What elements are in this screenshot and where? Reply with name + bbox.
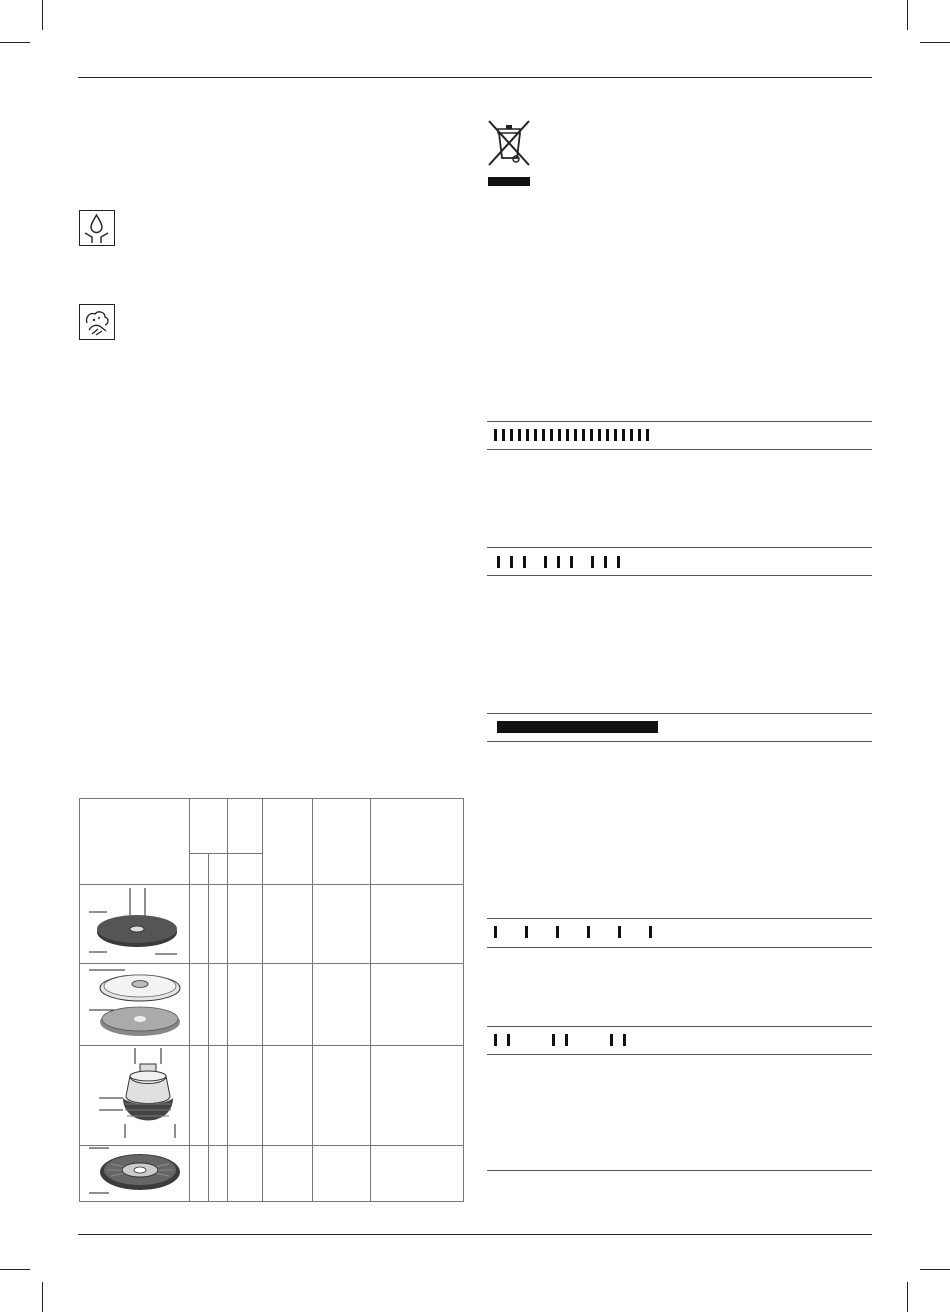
redaction-bar [606, 429, 609, 441]
section-rule [487, 1026, 872, 1027]
header-rule [78, 77, 872, 78]
redacted-heading [494, 1034, 626, 1046]
redaction-bar [526, 429, 529, 441]
hand-cleaning-icon [79, 304, 115, 340]
table-cell [371, 964, 464, 1046]
section-rule [487, 1170, 872, 1171]
table-cell [263, 1146, 313, 1202]
table-row [80, 1146, 464, 1202]
redaction-bar [566, 429, 569, 441]
table-cell [263, 885, 313, 964]
redacted-heading [494, 429, 649, 441]
table-cell [371, 1046, 464, 1146]
section-rule [487, 449, 872, 450]
table-cell [209, 1146, 228, 1202]
redaction-bar [638, 429, 641, 441]
redaction-bar [582, 429, 585, 441]
table-cell [263, 964, 313, 1046]
table-cell [263, 1046, 313, 1146]
redaction-bar [510, 429, 513, 441]
redaction-bar [622, 429, 625, 441]
crop-mark [907, 0, 908, 30]
redaction-bar [558, 429, 561, 441]
section-rule [487, 421, 872, 422]
table-header-cell [371, 799, 464, 885]
footer-rule [78, 1234, 872, 1235]
redaction-bar [518, 429, 521, 441]
table-header-cell [190, 854, 209, 885]
backing-pad-disc-illustration [80, 885, 190, 964]
table-cell [190, 964, 209, 1046]
wire-wheel-brush-illustration [80, 1146, 190, 1202]
table-header-cell [80, 799, 190, 885]
table-header-cell [263, 799, 313, 885]
table-header-cell [209, 854, 228, 885]
redacted-heading [497, 556, 620, 568]
table-row [80, 1046, 464, 1146]
section-rule [487, 1054, 872, 1055]
section-rule [487, 575, 872, 576]
crop-mark [0, 1269, 30, 1270]
table-cell [228, 885, 263, 964]
crop-mark [42, 0, 43, 30]
table-cell [371, 1146, 464, 1202]
section-rule [487, 741, 872, 742]
redacted-heading [497, 721, 658, 733]
redaction-bar [550, 429, 553, 441]
wire-cup-brush-illustration [80, 1046, 190, 1146]
redaction-bar [590, 429, 593, 441]
table-header-cell [228, 799, 263, 854]
section-rule [487, 547, 872, 548]
table-cell [190, 1046, 209, 1146]
table-cell [313, 1046, 371, 1146]
section-rule [487, 918, 872, 919]
section-rule [487, 713, 872, 714]
table-cell [313, 885, 371, 964]
table-cell [209, 964, 228, 1046]
table-cell [371, 885, 464, 964]
table-cell [228, 1146, 263, 1202]
table-row [80, 885, 464, 964]
redaction-bar [542, 429, 545, 441]
redaction-bar [534, 429, 537, 441]
table-cell [228, 964, 263, 1046]
crossed-out-wheelie-bin-icon [486, 118, 532, 190]
table-cell [313, 1146, 371, 1202]
table-cell [190, 1146, 209, 1202]
crop-mark [920, 1269, 950, 1270]
redaction-bar [646, 429, 649, 441]
table-cell [228, 1046, 263, 1146]
crop-mark [42, 1282, 43, 1312]
table-header-cell [228, 854, 263, 885]
redacted-heading [494, 926, 652, 938]
table-cell [313, 964, 371, 1046]
redaction-bar [598, 429, 601, 441]
water-drop-icon [79, 210, 115, 246]
crop-mark [907, 1282, 908, 1312]
table-header-cell [190, 799, 228, 854]
redaction-bar [630, 429, 633, 441]
table-cell [209, 885, 228, 964]
flap-disc-illustration [80, 964, 190, 1046]
crop-mark [0, 42, 30, 43]
table-cell [209, 1046, 228, 1146]
redaction-bar [574, 429, 577, 441]
table-cell [190, 885, 209, 964]
section-rule [487, 947, 872, 948]
redaction-bar [502, 429, 505, 441]
accessory-table [79, 798, 464, 1202]
redaction-bar [494, 429, 497, 441]
table-row [80, 964, 464, 1046]
crop-mark [920, 42, 950, 43]
table-header-cell [313, 799, 371, 885]
redaction-bar [614, 429, 617, 441]
